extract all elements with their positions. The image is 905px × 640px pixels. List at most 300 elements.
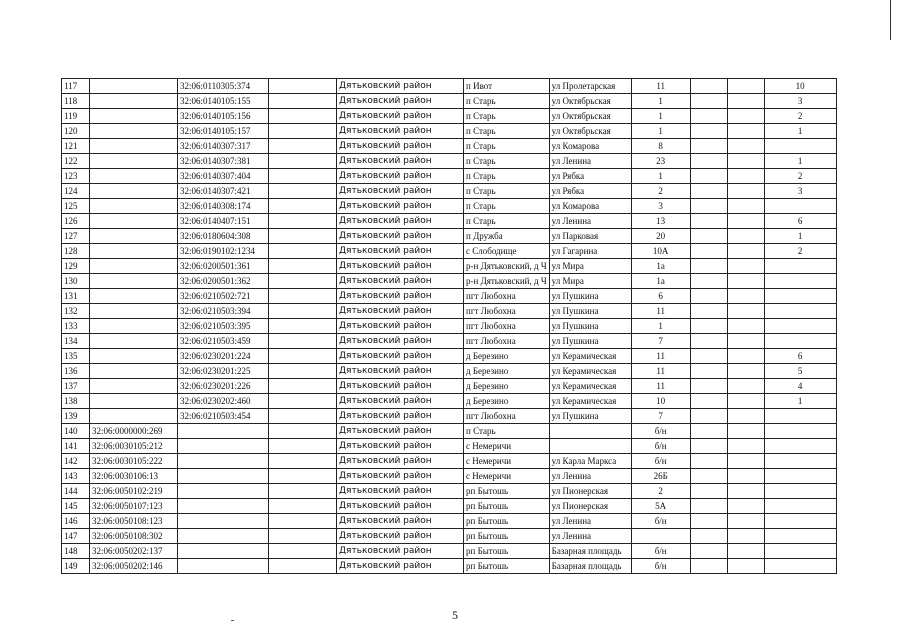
house-cell: 11 [631, 379, 690, 394]
empty-cell [690, 514, 727, 529]
empty-cell [269, 514, 337, 529]
house-cell: б/н [631, 514, 690, 529]
house-cell: 26Б [631, 469, 690, 484]
street-cell: ул Керамическая [549, 379, 631, 394]
table-row [62, 199, 837, 214]
street-cell: Базарная площадь [549, 544, 631, 559]
cadastral-number-a: 32:06:0000000:269 [90, 424, 178, 439]
locality-cell: с Слободище [464, 244, 550, 259]
apartment-cell: 2 [764, 169, 836, 184]
empty-cell [690, 469, 727, 484]
locality-cell: пгт Любохна [464, 304, 550, 319]
empty-cell [690, 319, 727, 334]
apartment-cell [764, 259, 836, 274]
street-cell: ул Рябка [549, 169, 631, 184]
cadastral-number-b: 32:06:0140308:174 [178, 199, 269, 214]
cadastral-number-b: 32:06:0140307:381 [178, 154, 269, 169]
empty-cell [690, 274, 727, 289]
empty-cell [690, 334, 727, 349]
cadastral-number-b: 32:06:0230201:226 [178, 379, 269, 394]
street-cell: ул Пушкина [549, 319, 631, 334]
table-body [62, 79, 837, 574]
row-number: 146 [62, 514, 90, 529]
apartment-cell: 1 [764, 229, 836, 244]
empty-cell [269, 529, 337, 544]
empty-cell [727, 154, 764, 169]
row-number: 124 [62, 184, 90, 199]
row-number: 122 [62, 154, 90, 169]
district-cell: Дятьковский район [337, 499, 464, 514]
house-cell: 13 [631, 214, 690, 229]
row-number: 130 [62, 274, 90, 289]
row-number: 127 [62, 229, 90, 244]
cadastral-number-b [178, 529, 269, 544]
cadastral-number-b: 32:06:0230202:460 [178, 394, 269, 409]
locality-cell: п Ивот [464, 79, 550, 94]
locality-cell: п Старь [464, 424, 550, 439]
district-cell: Дятьковский район [337, 454, 464, 469]
district-cell: Дятьковский район [337, 334, 464, 349]
row-number: 143 [62, 469, 90, 484]
street-cell: ул Пушкина [549, 409, 631, 424]
table-row [62, 349, 837, 364]
street-cell: ул Ленина [549, 514, 631, 529]
table-row [62, 214, 837, 229]
street-cell: ул Ленина [549, 214, 631, 229]
cadastral-number-b [178, 469, 269, 484]
cadastral-number-b: 32:06:0210503:459 [178, 334, 269, 349]
row-number: 121 [62, 139, 90, 154]
empty-cell [269, 559, 337, 574]
street-cell: ул Пушкина [549, 334, 631, 349]
cadastral-number-a: 32:06:0050108:302 [90, 529, 178, 544]
locality-cell: п Старь [464, 214, 550, 229]
empty-cell [690, 304, 727, 319]
house-cell: б/н [631, 439, 690, 454]
locality-cell: п Старь [464, 184, 550, 199]
cadastral-number-b: 32:06:0140105:156 [178, 109, 269, 124]
apartment-cell: 6 [764, 214, 836, 229]
locality-cell: рп Бытошь [464, 484, 550, 499]
row-number: 132 [62, 304, 90, 319]
empty-cell [269, 499, 337, 514]
locality-cell: п Дружба [464, 229, 550, 244]
table-row [62, 169, 837, 184]
cadastral-number-b: 32:06:0140105:155 [178, 94, 269, 109]
cadastral-number-b: 32:06:0140307:421 [178, 184, 269, 199]
cadastral-number-b: 32:06:0230201:225 [178, 364, 269, 379]
empty-cell [727, 289, 764, 304]
cadastral-number-a: 32:06:0030106:13 [90, 469, 178, 484]
house-cell: 1 [631, 124, 690, 139]
row-number: 138 [62, 394, 90, 409]
house-cell: 1 [631, 319, 690, 334]
cadastral-number-a [90, 349, 178, 364]
cadastral-number-a [90, 364, 178, 379]
empty-cell [269, 244, 337, 259]
locality-cell: пгт Любохна [464, 319, 550, 334]
house-cell: 1 [631, 94, 690, 109]
table-row [62, 559, 837, 574]
apartment-cell: 5 [764, 364, 836, 379]
cadastral-number-b [178, 454, 269, 469]
street-cell: ул Мира [549, 274, 631, 289]
street-cell [549, 439, 631, 454]
empty-cell [690, 349, 727, 364]
cadastral-number-a [90, 184, 178, 199]
empty-cell [727, 424, 764, 439]
cadastral-number-a: 32:06:0050202:146 [90, 559, 178, 574]
empty-cell [269, 379, 337, 394]
empty-cell [690, 124, 727, 139]
locality-cell: п Старь [464, 124, 550, 139]
locality-cell: рп Бытошь [464, 529, 550, 544]
empty-cell [690, 199, 727, 214]
empty-cell [727, 514, 764, 529]
empty-cell [727, 394, 764, 409]
cadastral-number-a [90, 124, 178, 139]
row-number: 134 [62, 334, 90, 349]
house-cell: 8 [631, 139, 690, 154]
table-row [62, 454, 837, 469]
row-number: 118 [62, 94, 90, 109]
cadastral-number-a [90, 244, 178, 259]
row-number: 137 [62, 379, 90, 394]
house-cell: 5А [631, 499, 690, 514]
table-row [62, 79, 837, 94]
row-number: 131 [62, 289, 90, 304]
apartment-cell [764, 334, 836, 349]
street-cell: ул Ленина [549, 529, 631, 544]
empty-cell [690, 439, 727, 454]
empty-cell [690, 169, 727, 184]
empty-cell [690, 409, 727, 424]
table-row [62, 244, 837, 259]
house-cell: 6 [631, 289, 690, 304]
empty-cell [727, 349, 764, 364]
empty-cell [269, 409, 337, 424]
empty-cell [690, 379, 727, 394]
empty-cell [690, 529, 727, 544]
row-number: 148 [62, 544, 90, 559]
empty-cell [690, 484, 727, 499]
house-cell: 11 [631, 304, 690, 319]
cadastral-number-b: 32:06:0230201:224 [178, 349, 269, 364]
apartment-cell [764, 139, 836, 154]
empty-cell [690, 289, 727, 304]
house-cell: б/н [631, 424, 690, 439]
street-cell: ул Пионерская [549, 499, 631, 514]
empty-cell [727, 184, 764, 199]
empty-cell [727, 199, 764, 214]
empty-cell [269, 199, 337, 214]
cadastral-number-a [90, 409, 178, 424]
house-cell: 7 [631, 334, 690, 349]
table-row [62, 319, 837, 334]
apartment-cell [764, 559, 836, 574]
house-cell: 1а [631, 274, 690, 289]
empty-cell [269, 349, 337, 364]
locality-cell: д Березино [464, 394, 550, 409]
cadastral-number-b: 32:06:0140307:317 [178, 139, 269, 154]
empty-cell [727, 94, 764, 109]
row-number: 141 [62, 439, 90, 454]
empty-cell [727, 79, 764, 94]
locality-cell: рп Бытошь [464, 514, 550, 529]
locality-cell: пгт Любохна [464, 289, 550, 304]
cadastral-number-b: 32:06:0210502:721 [178, 289, 269, 304]
table-row [62, 274, 837, 289]
apartment-cell: 2 [764, 109, 836, 124]
cadastral-number-a [90, 139, 178, 154]
page-edge-line [890, 0, 891, 40]
empty-cell [269, 154, 337, 169]
apartment-cell [764, 274, 836, 289]
row-number: 135 [62, 349, 90, 364]
empty-cell [269, 289, 337, 304]
apartment-cell [764, 319, 836, 334]
apartment-cell [764, 409, 836, 424]
empty-cell [269, 469, 337, 484]
row-number: 117 [62, 79, 90, 94]
empty-cell [727, 499, 764, 514]
locality-cell: д Березино [464, 379, 550, 394]
house-cell: 11 [631, 349, 690, 364]
cadastral-number-b [178, 514, 269, 529]
empty-cell [727, 169, 764, 184]
empty-cell [269, 424, 337, 439]
apartment-cell: 6 [764, 349, 836, 364]
empty-cell [690, 394, 727, 409]
apartment-cell [764, 439, 836, 454]
empty-cell [727, 109, 764, 124]
apartment-cell: 2 [764, 244, 836, 259]
cadastral-number-a: 32:06:0050107:123 [90, 499, 178, 514]
street-cell: ул Пушкина [549, 289, 631, 304]
district-cell: Дятьковский район [337, 364, 464, 379]
locality-cell: д Березино [464, 349, 550, 364]
apartment-cell: 3 [764, 94, 836, 109]
district-cell: Дятьковский район [337, 409, 464, 424]
cadastral-number-b: 32:06:0200501:361 [178, 259, 269, 274]
cadastral-number-a [90, 274, 178, 289]
street-cell: ул Рябка [549, 184, 631, 199]
empty-cell [690, 154, 727, 169]
district-cell: Дятьковский район [337, 214, 464, 229]
district-cell: Дятьковский район [337, 529, 464, 544]
empty-cell [727, 214, 764, 229]
table-row [62, 334, 837, 349]
cadastral-number-a [90, 94, 178, 109]
cadastral-number-b [178, 559, 269, 574]
empty-cell [690, 229, 727, 244]
cadastral-number-b [178, 484, 269, 499]
street-cell: ул Комарова [549, 199, 631, 214]
empty-cell [269, 214, 337, 229]
street-cell: ул Мира [549, 259, 631, 274]
district-cell: Дятьковский район [337, 109, 464, 124]
district-cell: Дятьковский район [337, 484, 464, 499]
empty-cell [690, 454, 727, 469]
street-cell: ул Парковая [549, 229, 631, 244]
house-cell: 10А [631, 244, 690, 259]
apartment-cell [764, 289, 836, 304]
cadastral-number-a [90, 79, 178, 94]
district-cell: Дятьковский район [337, 259, 464, 274]
empty-cell [727, 124, 764, 139]
district-cell: Дятьковский район [337, 304, 464, 319]
district-cell: Дятьковский район [337, 94, 464, 109]
cadastral-number-b: 32:06:0140407:151 [178, 214, 269, 229]
locality-cell: п Старь [464, 139, 550, 154]
apartment-cell [764, 424, 836, 439]
cadastral-number-a: 32:06:0030105:212 [90, 439, 178, 454]
house-cell: 20 [631, 229, 690, 244]
district-cell: Дятьковский район [337, 79, 464, 94]
empty-cell [727, 469, 764, 484]
district-cell: Дятьковский район [337, 289, 464, 304]
cadastral-number-a [90, 214, 178, 229]
row-number: 120 [62, 124, 90, 139]
cadastral-number-a [90, 199, 178, 214]
empty-cell [269, 394, 337, 409]
district-cell: Дятьковский район [337, 544, 464, 559]
apartment-cell [764, 499, 836, 514]
district-cell: Дятьковский район [337, 424, 464, 439]
empty-cell [690, 94, 727, 109]
street-cell: ул Ленина [549, 154, 631, 169]
street-cell: ул Гагарина [549, 244, 631, 259]
row-number: 139 [62, 409, 90, 424]
cadastral-number-b [178, 424, 269, 439]
district-cell: Дятьковский район [337, 439, 464, 454]
scan-mark [231, 620, 234, 621]
cadastral-number-b [178, 544, 269, 559]
empty-cell [690, 214, 727, 229]
district-cell: Дятьковский район [337, 514, 464, 529]
row-number: 145 [62, 499, 90, 514]
locality-cell: п Старь [464, 154, 550, 169]
apartment-cell [764, 514, 836, 529]
empty-cell [727, 364, 764, 379]
empty-cell [269, 169, 337, 184]
table-row [62, 124, 837, 139]
empty-cell [690, 244, 727, 259]
table-row [62, 109, 837, 124]
empty-cell [690, 184, 727, 199]
empty-cell [269, 304, 337, 319]
property-registry-table [61, 78, 837, 574]
house-cell: 11 [631, 364, 690, 379]
empty-cell [727, 379, 764, 394]
district-cell: Дятьковский район [337, 229, 464, 244]
house-cell: 2 [631, 184, 690, 199]
empty-cell [269, 259, 337, 274]
apartment-cell: 1 [764, 124, 836, 139]
table-row [62, 514, 837, 529]
cadastral-number-a: 32:06:0050108:123 [90, 514, 178, 529]
empty-cell [269, 109, 337, 124]
cadastral-number-b: 32:06:0210503:394 [178, 304, 269, 319]
house-cell: б/н [631, 559, 690, 574]
table-row [62, 484, 837, 499]
empty-cell [727, 304, 764, 319]
row-number: 142 [62, 454, 90, 469]
table-row [62, 409, 837, 424]
table-row [62, 184, 837, 199]
empty-cell [727, 274, 764, 289]
empty-cell [727, 439, 764, 454]
house-cell: 1 [631, 169, 690, 184]
apartment-cell: 4 [764, 379, 836, 394]
house-cell: 10 [631, 394, 690, 409]
apartment-cell [764, 454, 836, 469]
apartment-cell: 3 [764, 184, 836, 199]
table-row [62, 94, 837, 109]
cadastral-number-b: 32:06:0180604:308 [178, 229, 269, 244]
empty-cell [269, 544, 337, 559]
district-cell: Дятьковский район [337, 274, 464, 289]
table-row [62, 439, 837, 454]
table-row [62, 379, 837, 394]
page-number: 5 [452, 608, 458, 622]
street-cell: ул Ленина [549, 469, 631, 484]
row-number: 147 [62, 529, 90, 544]
row-number: 136 [62, 364, 90, 379]
district-cell: Дятьковский район [337, 199, 464, 214]
empty-cell [727, 454, 764, 469]
locality-cell: пгт Любохна [464, 334, 550, 349]
apartment-cell [764, 199, 836, 214]
empty-cell [727, 529, 764, 544]
apartment-cell [764, 304, 836, 319]
row-number: 125 [62, 199, 90, 214]
empty-cell [727, 229, 764, 244]
table-row [62, 544, 837, 559]
house-cell: б/н [631, 544, 690, 559]
locality-cell: с Немеричи [464, 439, 550, 454]
empty-cell [690, 544, 727, 559]
locality-cell: п Старь [464, 94, 550, 109]
empty-cell [690, 364, 727, 379]
house-cell: 1а [631, 259, 690, 274]
cadastral-number-a [90, 259, 178, 274]
district-cell: Дятьковский район [337, 169, 464, 184]
street-cell [549, 424, 631, 439]
cadastral-number-b [178, 439, 269, 454]
empty-cell [690, 499, 727, 514]
table-row [62, 289, 837, 304]
apartment-cell: 1 [764, 154, 836, 169]
cadastral-number-a: 32:06:0050102:219 [90, 484, 178, 499]
house-cell: 11 [631, 79, 690, 94]
street-cell: Базарная площадь [549, 559, 631, 574]
house-cell: 23 [631, 154, 690, 169]
apartment-cell [764, 469, 836, 484]
row-number: 140 [62, 424, 90, 439]
apartment-cell [764, 544, 836, 559]
empty-cell [727, 244, 764, 259]
street-cell: ул Пролетарская [549, 79, 631, 94]
empty-cell [269, 454, 337, 469]
street-cell: ул Пионерская [549, 484, 631, 499]
district-cell: Дятьковский район [337, 244, 464, 259]
table-row [62, 394, 837, 409]
locality-cell: д Березино [464, 364, 550, 379]
empty-cell [269, 79, 337, 94]
cadastral-number-b: 32:06:0110305:374 [178, 79, 269, 94]
district-cell: Дятьковский район [337, 394, 464, 409]
